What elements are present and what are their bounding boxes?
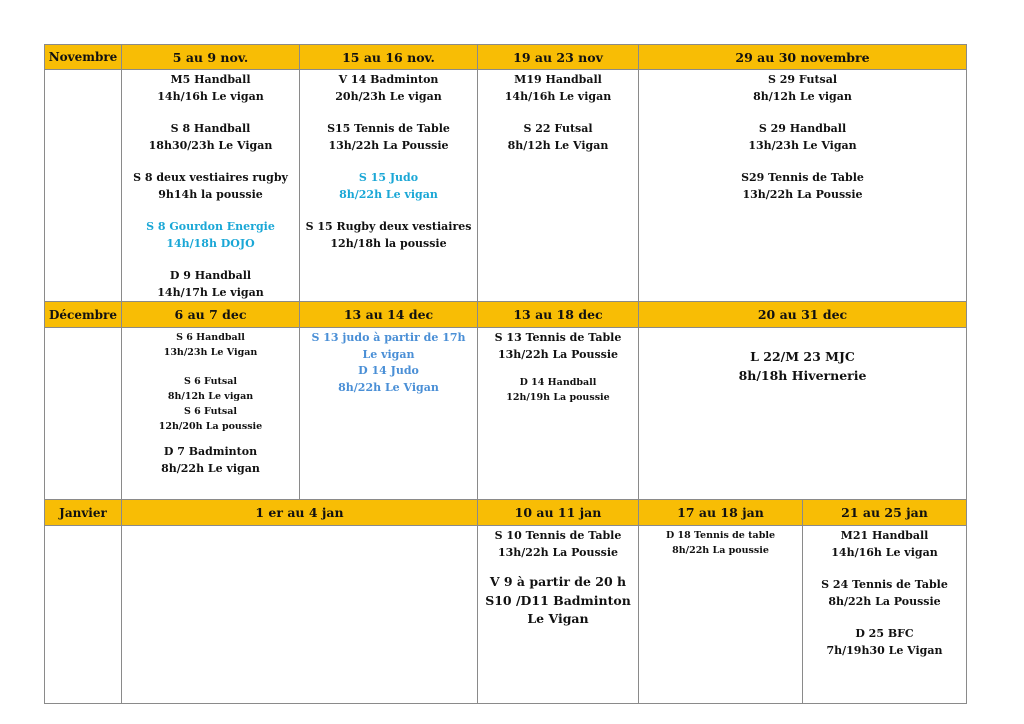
schedule-table bbox=[44, 44, 967, 704]
month-spacer bbox=[44, 525, 122, 704]
event-entry: S 24 Tennis de Table 8h/22h La Poussie bbox=[821, 578, 948, 608]
events-cell bbox=[121, 327, 300, 500]
event-entry: L 22/M 23 MJC 8h/18h Hivernerie bbox=[738, 349, 867, 383]
period-header: 10 au 11 jan bbox=[477, 499, 639, 526]
events-cell bbox=[477, 69, 639, 302]
period-header: 17 au 18 jan bbox=[638, 499, 803, 526]
event-entry: S 15 Rugby deux vestiaires 12h/18h la poussie bbox=[305, 220, 472, 250]
events-cell bbox=[477, 327, 639, 500]
events-cell bbox=[638, 525, 803, 704]
event-entry: S15 Tennis de Table 13h/22h La Poussie bbox=[327, 122, 450, 152]
events-cell-empty bbox=[121, 525, 478, 704]
period-header: 13 au 18 dec bbox=[477, 301, 639, 328]
period-header: 20 au 31 dec bbox=[638, 301, 967, 328]
event-entry: S 6 Futsal 8h/12h Le vigan S 6 Futsal 12h/20h La poussie bbox=[158, 376, 263, 432]
month-label-november: Novembre bbox=[44, 44, 122, 70]
event-entry: D 14 Handball 12h/19h La poussie bbox=[506, 377, 610, 403]
period-header: 6 au 7 dec bbox=[121, 301, 300, 328]
event-entry: D 18 Tennis de table 8h/22h La poussie bbox=[665, 530, 775, 556]
event-entry: S 15 Judo 8h/22h Le vigan bbox=[339, 171, 438, 201]
event-entry: D 25 BFC 7h/19h30 Le Vigan bbox=[826, 627, 943, 657]
event-entry: V 9 à partir de 20 h S10 /D11 Badminton Le Vigan bbox=[485, 574, 631, 626]
event-entry: V 14 Badminton 20h/23h Le vigan bbox=[335, 73, 442, 103]
events-cell bbox=[477, 525, 639, 704]
event-entry: S 22 Futsal 8h/12h Le Vigan bbox=[507, 122, 609, 152]
period-header: 15 au 16 nov. bbox=[299, 44, 478, 70]
event-entry: M5 Handball 14h/16h Le vigan bbox=[157, 73, 264, 103]
period-header: 5 au 9 nov. bbox=[121, 44, 300, 70]
month-label-january: Janvier bbox=[44, 499, 122, 526]
event-entry: S 10 Tennis de Table 13h/22h La Poussie bbox=[494, 529, 622, 559]
period-header: 1 er au 4 jan bbox=[121, 499, 478, 526]
event-entry: S 29 Futsal 8h/12h Le vigan bbox=[753, 73, 852, 103]
events-cell bbox=[299, 69, 478, 302]
event-entry: S 29 Handball 13h/23h Le Vigan bbox=[748, 122, 857, 152]
period-header: 21 au 25 jan bbox=[802, 499, 967, 526]
events-cell bbox=[638, 327, 967, 500]
period-header: 13 au 14 dec bbox=[299, 301, 478, 328]
event-entry: S29 Tennis de Table 13h/22h La Poussie bbox=[741, 171, 864, 201]
events-cell bbox=[299, 327, 478, 500]
period-header: 19 au 23 nov bbox=[477, 44, 639, 70]
event-entry: S 8 Gourdon Energie 14h/18h DOJO bbox=[146, 220, 275, 250]
event-entry: S 8 Handball 18h30/23h Le Vigan bbox=[148, 122, 273, 152]
event-entry: M21 Handball 14h/16h Le vigan bbox=[831, 529, 938, 559]
event-entry: S 13 Tennis de Table 13h/22h La Poussie bbox=[494, 331, 622, 361]
events-cell bbox=[638, 69, 967, 302]
month-spacer bbox=[44, 69, 122, 302]
events-cell bbox=[802, 525, 967, 704]
event-entry: S 8 deux vestiaires rugby 9h14h la poussie bbox=[133, 171, 288, 201]
event-entry: D 7 Badminton 8h/22h Le vigan bbox=[161, 445, 260, 475]
event-entry: M19 Handball 14h/16h Le vigan bbox=[504, 73, 612, 103]
month-spacer bbox=[44, 327, 122, 500]
event-entry: S 6 Handball 13h/23h Le Vigan bbox=[163, 332, 258, 358]
month-label-december: Décembre bbox=[44, 301, 122, 328]
events-cell bbox=[121, 69, 300, 302]
event-entry: S 13 judo à partir de 17h Le vigan D 14 Judo 8h/22h Le Vigan bbox=[311, 331, 466, 394]
event-entry: D 9 Handball 14h/17h Le vigan bbox=[157, 269, 264, 299]
period-header: 29 au 30 novembre bbox=[638, 44, 967, 70]
